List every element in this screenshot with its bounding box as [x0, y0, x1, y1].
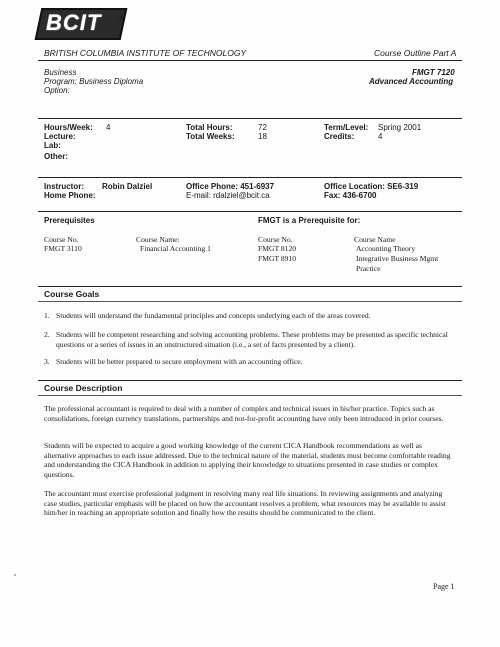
- goal-number: 1.: [44, 311, 50, 320]
- program-name: Program: Business Diploma: [44, 77, 144, 86]
- total-weeks-label: Total Weeks:: [186, 132, 235, 141]
- prereq-course-no-header: Course No.: [44, 235, 79, 244]
- scan-speck: [14, 574, 16, 576]
- prereq-for-row-no: FMGT 8910: [258, 254, 297, 263]
- prereq-course-name-header: Course Name:: [136, 235, 180, 244]
- total-weeks-value: 18: [258, 132, 267, 141]
- instructor-rule: [38, 177, 462, 178]
- prereq-for-row-name: Accounting Theory: [356, 244, 416, 253]
- hours-week-label: Hours/Week:: [44, 123, 93, 132]
- credits-value: 4: [378, 132, 383, 141]
- office-phone: Office Phone: 451-6937: [186, 182, 275, 191]
- prereq-for-title: FMGT is a Prerequisite for:: [258, 216, 361, 225]
- goal-text: Students will understand the fundamental principles and concepts underlying each of the areas covered.: [56, 311, 371, 320]
- term-value: Spring 2001: [378, 123, 422, 132]
- prereq-rule: [38, 211, 462, 212]
- course-code: FMGT 7120: [412, 68, 455, 77]
- goal-number: 2.: [44, 330, 50, 339]
- prereq-row-name: Financial Accounting 1: [140, 244, 211, 253]
- goal-number: 3.: [44, 357, 50, 366]
- header-rule: [38, 60, 462, 61]
- school-name: Business: [44, 68, 77, 77]
- course-description-title: Course Description: [44, 383, 123, 393]
- term-label: Term/Level:: [324, 123, 369, 132]
- description-paragraph: The accountant must exercise professional judgment in resolving many real life situations. In reviewing assignments and analyzing case studies, particular emphasis will be placed on how the accountant resolves a problem, what resources may be available to assist him/her in reaching an appropriate solution and finally how the results should be communicated to the client.: [44, 489, 446, 518]
- institution-name: BRITISH COLUMBIA INSTITUTE OF TECHNOLOGY: [44, 48, 247, 58]
- description-paragraph: Students will be expected to acquire a good working knowledge of the current CICA Handbook recommendations as well as alternative approaches to each issue addressed. Due to the technical nature of the material, students must become comfortable reading and understanding the CICA Handbook in addition to applying their knowledge to situations presented in case studies or complex questions.: [44, 441, 451, 479]
- lab-label: Lab:: [44, 141, 61, 150]
- instructor-label: Instructor:: [44, 182, 84, 191]
- goal-text: Students will be competent researching and solving accounting problems. These problems may be presented as specific technical questions or a series of issues in an unstructured situation (i.e., a set of facts presented by a client).: [56, 330, 448, 349]
- prerequisites-title: Prerequisites: [44, 216, 95, 225]
- office-location: Office Location: SE6-319: [324, 182, 419, 191]
- goal-text: Students will be better prepared to secure employment with an accounting office.: [56, 357, 303, 366]
- other-label: Other:: [44, 152, 68, 161]
- bcit-logo-text: BCIT: [46, 10, 102, 35]
- instructor-name: Robin Dalziel: [102, 182, 153, 191]
- prereq-for-row-no: FMGT 8120: [258, 244, 297, 253]
- hours-rule: [38, 118, 462, 119]
- prereq-for-row-name: Integrative Business Mgmt: [356, 254, 439, 263]
- fax-number: Fax: 436-6700: [324, 191, 377, 200]
- total-hours-value: 72: [258, 123, 267, 132]
- prereq-row-no: FMGT 3110: [44, 244, 82, 253]
- credits-label: Credits:: [324, 132, 355, 141]
- registered-mark-icon: ®: [118, 17, 123, 23]
- hours-week-value: 4: [106, 123, 111, 132]
- page-number: Page 1: [433, 582, 455, 591]
- doc-type: Course Outline Part A: [374, 48, 457, 58]
- course-goals-title: Course Goals: [44, 289, 100, 299]
- lecture-label: Lecture:: [44, 132, 76, 141]
- total-hours-label: Total Hours:: [186, 123, 233, 132]
- course-goals-header: [38, 286, 462, 302]
- course-title: Advanced Accounting: [369, 77, 454, 86]
- description-paragraph: The professional accountant is required to deal with a number of complex and technical issues in his/her practice. Topics such as consolidations, foreign currency translations, partnerships and not-for-profit accounting have only been introduced in prior courses.: [44, 404, 444, 423]
- prereq-for-row-name: Practice: [356, 264, 381, 273]
- prereq-for-course-no-header: Course No.: [258, 235, 293, 244]
- option-label: Option:: [44, 86, 70, 95]
- prereq-for-course-name-header: Course Name: [354, 235, 396, 244]
- instructor-email[interactable]: E-mail: rdalziel@bcit.ca: [186, 191, 270, 200]
- home-phone-label: Home Phone:: [44, 191, 96, 200]
